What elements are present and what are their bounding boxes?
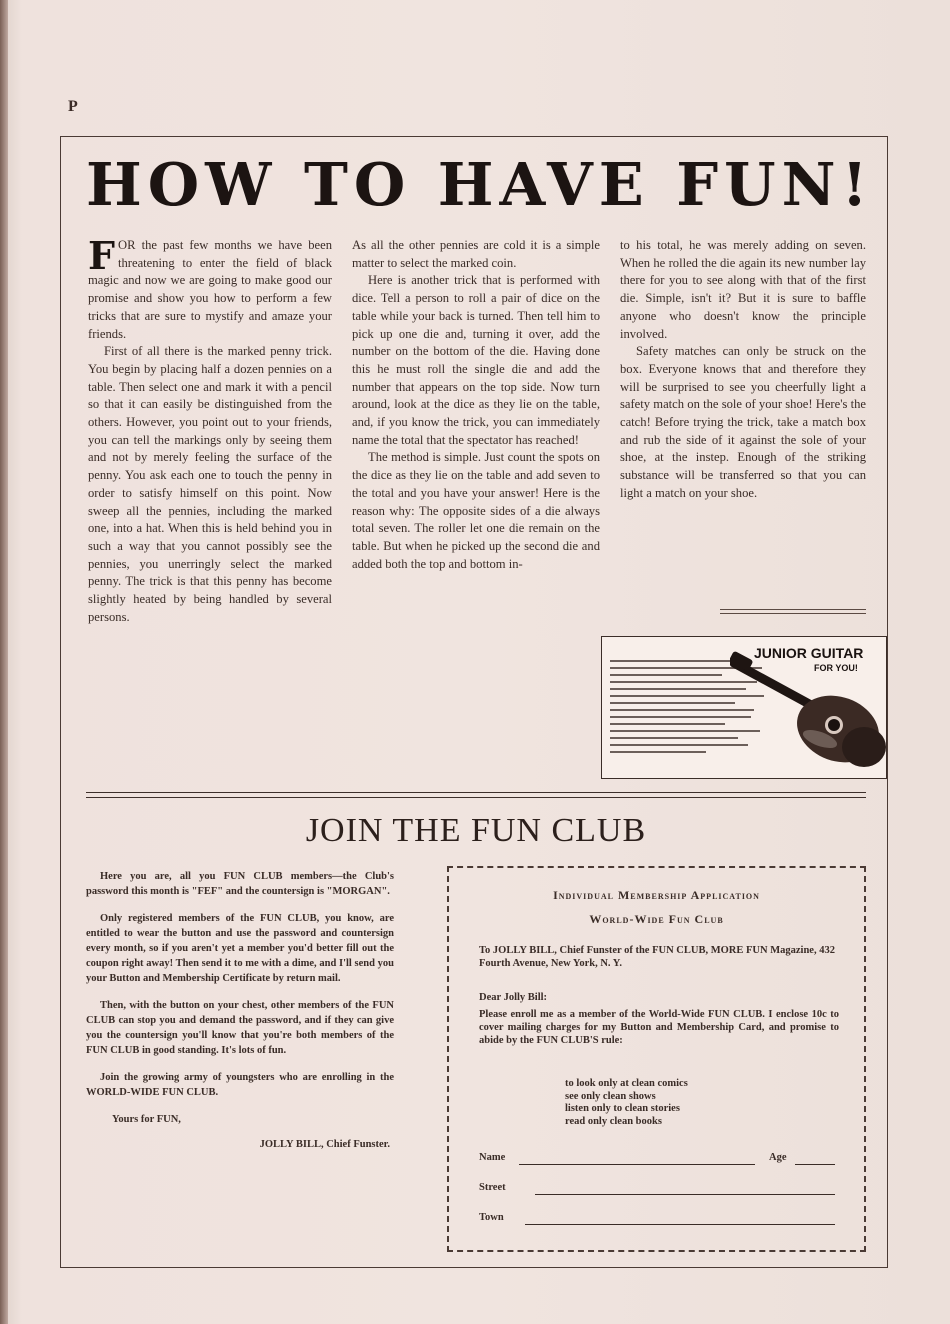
coupon-address: To JOLLY BILL, Chief Funster of the FUN CLUB, MORE FUN Magazine, 432 Fourth Avenue, New York, N. Y. bbox=[479, 945, 835, 969]
age-label: Age bbox=[769, 1152, 787, 1163]
ad-subheadline: FOR YOU! bbox=[814, 663, 858, 673]
article-column-2 bbox=[352, 237, 600, 573]
street-label: Street bbox=[479, 1182, 506, 1193]
pledge-item: read only clean books bbox=[565, 1115, 662, 1127]
coupon-pledges bbox=[565, 1078, 765, 1128]
town-field[interactable] bbox=[479, 1212, 504, 1223]
name-field[interactable] bbox=[479, 1152, 787, 1163]
street-field[interactable] bbox=[479, 1182, 506, 1193]
name-line[interactable] bbox=[519, 1164, 755, 1165]
article-paragraph: The method is simple. Just count the spots on the dice as they lie on the table and add seven to the total and you have your answer! Here is the reason why: The opposite sides of a die always total seven. The roller let one die remain on the table. But when he picked up the second die and added both the top and bottom in- bbox=[352, 450, 600, 571]
club-paragraph: Here you are, all you FUN CLUB members—the Club's password this month is "FEF" and the countersign is "MORGAN". bbox=[86, 871, 394, 897]
age-line[interactable] bbox=[795, 1164, 835, 1165]
coupon-body: Please enroll me as a member of the World-Wide FUN CLUB. I enclose 10c to cover mailing charges for my Button and Membership Card, and promise to abide by the FUN CLUB'S rule: bbox=[479, 1009, 839, 1046]
article-paragraph bbox=[88, 233, 332, 343]
guitar-advertisement bbox=[601, 636, 887, 779]
section-divider bbox=[86, 792, 866, 798]
club-letter bbox=[86, 869, 394, 1152]
club-closing: Yours for FUN, bbox=[112, 1114, 181, 1125]
pledge-item: listen only to clean stories bbox=[565, 1103, 680, 1114]
article-headline: HOW TO HAVE FUN! bbox=[86, 150, 874, 219]
column-end-rule bbox=[720, 609, 866, 614]
street-line[interactable] bbox=[535, 1194, 835, 1195]
town-label: Town bbox=[479, 1212, 504, 1223]
article-paragraph: to his total, he was merely adding on seven. When he rolled the die again its new number lay there for you to see along with that of the first die. Simple, isn't it? But it is sure to baffle anyone who doesn't know the principle involved. bbox=[620, 238, 866, 341]
coupon-subtitle: World-Wide Fun Club bbox=[589, 912, 724, 926]
coupon-salutation: Dear Jolly Bill: bbox=[479, 992, 548, 1003]
page-binding-edge bbox=[0, 0, 8, 1324]
ad-headline: JUNIOR GUITAR bbox=[754, 645, 864, 661]
drop-cap: F bbox=[88, 233, 115, 278]
pledge-item: see only clean shows bbox=[565, 1090, 656, 1102]
pledge-item: to look only at clean comics bbox=[565, 1078, 688, 1089]
paragraph-text: OR the past few months we have been threatening to enter the field of black magic and now we are going to make good our promise and show you how to perform a few tricks that are sure to mystify and amaze your friends. bbox=[88, 238, 332, 341]
club-signature: JOLLY BILL, Chief Funster. bbox=[259, 1139, 390, 1150]
article-paragraph: As all the other pennies are cold it is a simple matter to select the marked coin. bbox=[352, 238, 600, 270]
town-line[interactable] bbox=[525, 1224, 835, 1225]
page-mark: P bbox=[68, 98, 78, 115]
article-paragraph: First of all there is the marked penny trick. You begin by placing half a dozen pennies on a table. Then select one and mark it with a pencil so that it can easily be distinguished from the others. However, you point out to your friends, you can tell the markings only by seeing them and not by merely feeling the surface of the penny. You ask each one to touch the penny in order to satisfy himself on this point. Now sweep all the pennies, including the marked one, into a hat. When this is held behind you in such a way that you cannot possibly see the pennies, you unerringly select the marked penny. The trick is that this penny has become slightly heated by being handled by several persons. bbox=[88, 344, 332, 624]
membership-coupon[interactable] bbox=[447, 866, 866, 1252]
coupon-title: Individual Membership Application bbox=[553, 888, 760, 902]
guitar-icon bbox=[730, 649, 886, 773]
club-title: JOIN THE FUN CLUB bbox=[305, 812, 647, 849]
article-column-1 bbox=[88, 233, 332, 626]
club-paragraph: Join the growing army of youngsters who are enrolling in the WORLD-WIDE FUN CLUB. bbox=[86, 1072, 394, 1098]
article-column-3 bbox=[620, 237, 866, 503]
club-paragraph: Only registered members of the FUN CLUB, you know, are entitled to wear the button and use the password and countersign every month, so if you aren't yet a member you'd better fill out the coupon right away! Then send it to me with a dime, and I'll send you your Button and Membership Certificate by return mail. bbox=[86, 913, 394, 984]
article-paragraph: Safety matches can only be struck on the box. Everyone knows that and therefore they will be surprised to see you cheerfully light a safety match on the sole of your shoe! Here's the catch! Before trying the trick, take a match box and rub the side of it against the sole of your shoe, at the instep. Enough of the striking substance will be transferred so that you can light a match on your shoe. bbox=[620, 344, 866, 500]
article-paragraph: Here is another trick that is performed with dice. Tell a person to roll a pair of dice on the table while your back is turned. Then tell him to pick up one die and, turning it over, add the number on the bottom of the die. Having done this he must roll the single die and add the number that appears on the top side. Now turn around, look at the dice as they lie on the table, and, if you know the trick, you can immediately name the total that the spectator has reached! bbox=[352, 273, 600, 447]
club-paragraph: Then, with the button on your chest, other members of the FUN CLUB can stop you and demand the password, and if they can give you the countersign you'll know that you're both members of the FUN CLUB in good standing. It's lots of fun. bbox=[86, 1000, 394, 1056]
name-label: Name bbox=[479, 1152, 506, 1163]
